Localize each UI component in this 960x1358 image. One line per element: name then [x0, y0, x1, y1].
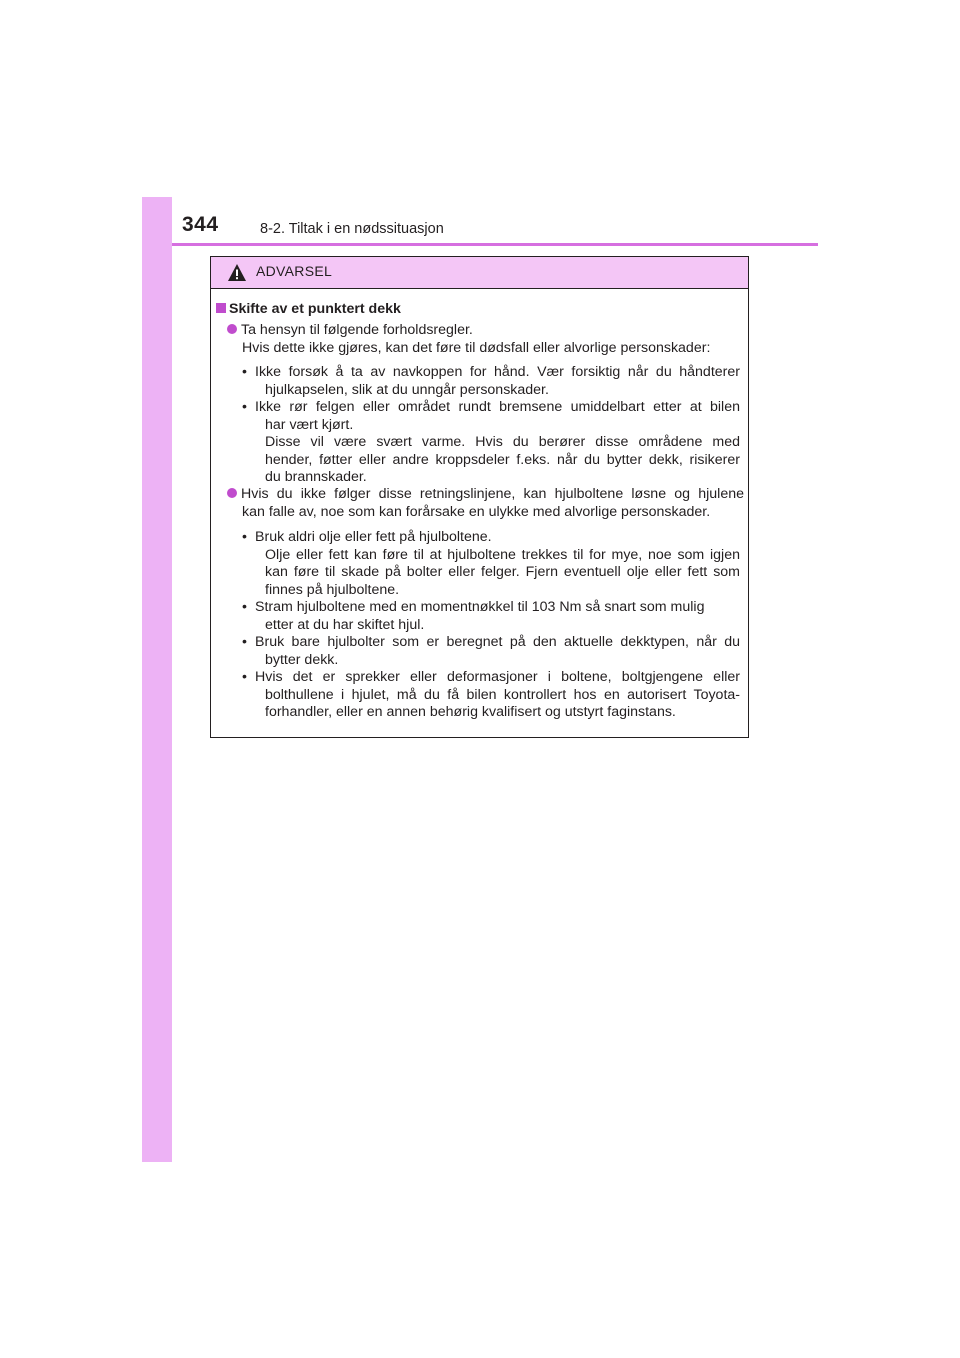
bullet-line: bytter dekk. — [265, 651, 339, 668]
point-2-bullet-3: • Bruk bare hjulbolter som er beregnet på den aktuelle dekktypen, når du bytter dekk. — [242, 634, 740, 668]
warning-heading-text: Skifte av et punktert dekk — [229, 301, 401, 317]
bullet-line: Ikke forsøk å ta av navkoppen for hånd. Vær forsiktig når du håndterer — [255, 364, 740, 380]
round-bullet-icon — [227, 324, 237, 334]
bullet-line: hjulkapselen, slik at du unngår personskader. — [265, 381, 549, 398]
section-title: 8-2. Tiltak i en nødssituasjon — [260, 221, 444, 237]
point-2-bullet-2: • Stram hjulboltene med en momentnøkkel til 103 Nm så snart som mulig etter at du har skiftet hjul. — [235, 599, 740, 634]
warning-triangle-icon — [227, 263, 247, 282]
point-1 — [227, 322, 747, 357]
bullet-line: Bruk aldri olje eller fett på hjulboltene. — [255, 529, 492, 545]
warning-heading — [216, 301, 401, 319]
bullet-line: har vært kjørt. — [265, 416, 354, 433]
bullet-line: Hvis det er sprekker eller deformasjoner i boltene, boltgjengene eller — [255, 669, 740, 685]
point-2-line-2: kan falle av, noe som kan forårsake en ulykke med alvorlige personskader. — [242, 503, 711, 520]
bullet-line: du brannskader. — [265, 469, 367, 485]
bullet-line: etter at du har skiftet hjul. — [265, 616, 425, 633]
point-2-bullet-4: • Hvis det er sprekker eller deformasjoner i boltene, boltgjengene eller bolthullene i hjulet, må du få bilen kontrollert hos en autorisert Toyota- forhandler, eller en annen behørig kvalifisert og utstyrt faginstans. — [242, 669, 740, 720]
header-rule — [172, 243, 818, 246]
bullet-line: Olje eller fett kan føre til at hjulboltene trekkes til for mye, noe som igjen — [265, 546, 740, 563]
bullet-line: kan føre til skade på bolter eller felger. Fjern eventuell olje eller fett som — [265, 564, 740, 580]
warning-box — [210, 256, 749, 738]
bullet-line: finnes på hjulboltene. — [265, 581, 400, 598]
bullet-line: Bruk bare hjulbolter som er beregnet på den aktuelle dekktypen, når du — [255, 634, 740, 650]
point-1-line-2: Hvis dette ikke gjøres, kan det føre til dødsfall eller alvorlige personskader: — [242, 339, 711, 356]
square-bullet-icon — [216, 303, 226, 313]
point-2-line-1: Hvis du ikke følger disse retningslinjene, kan hjulboltene løsne og hjulene — [241, 486, 744, 502]
side-tab — [142, 197, 172, 1162]
round-bullet-icon — [227, 488, 237, 498]
bullet-line: hender, føtter eller andre kroppsdeler f.eks. når du bytter dekk, risikerer — [265, 451, 740, 468]
warning-header — [211, 257, 748, 289]
warning-label: ADVARSEL — [256, 263, 333, 279]
bullet-line: forhandler, eller en annen behørig kvalifisert og utstyrt faginstans. — [265, 704, 676, 720]
point-1-bullet-2: • Ikke rør felgen eller området rundt bremsene umiddelbart etter at bilen har vært kjørt. Disse vil være svært varme. Hvis du berører disse områdene med hender, føtter eller andre kroppsdeler f.eks. når du bytter dekk, risikerer du brannskader. — [242, 399, 740, 485]
bullet-line: Disse vil være svært varme. Hvis du berører disse områdene med — [265, 434, 740, 450]
point-2-bullet-1: • Bruk aldri olje eller fett på hjulboltene. Olje eller fett kan føre til at hjulboltene trekkes til for mye, noe som igjen kan føre til skade på bolter eller felger. Fjern eventuell olje eller fett som finnes på hjulboltene. — [242, 529, 740, 598]
bullet-line: Stram hjulboltene med en momentnøkkel til 103 Nm så snart som mulig — [255, 599, 705, 615]
bullet-line: bolthullene i hjulet, må du få bilen kontrollert hos en autorisert Toyota- — [265, 686, 740, 703]
point-1-bullet-1: • Ikke forsøk å ta av navkoppen for hånd. Vær forsiktig når du håndterer hjulkapselen, slik at du unngår personskader. — [242, 364, 740, 398]
page-number: 344 — [182, 213, 219, 236]
point-2 — [227, 486, 744, 521]
bullet-line: Ikke rør felgen eller området rundt bremsene umiddelbart etter at bilen — [255, 399, 740, 415]
point-1-line-1: Ta hensyn til følgende forholdsregler. — [241, 322, 473, 338]
